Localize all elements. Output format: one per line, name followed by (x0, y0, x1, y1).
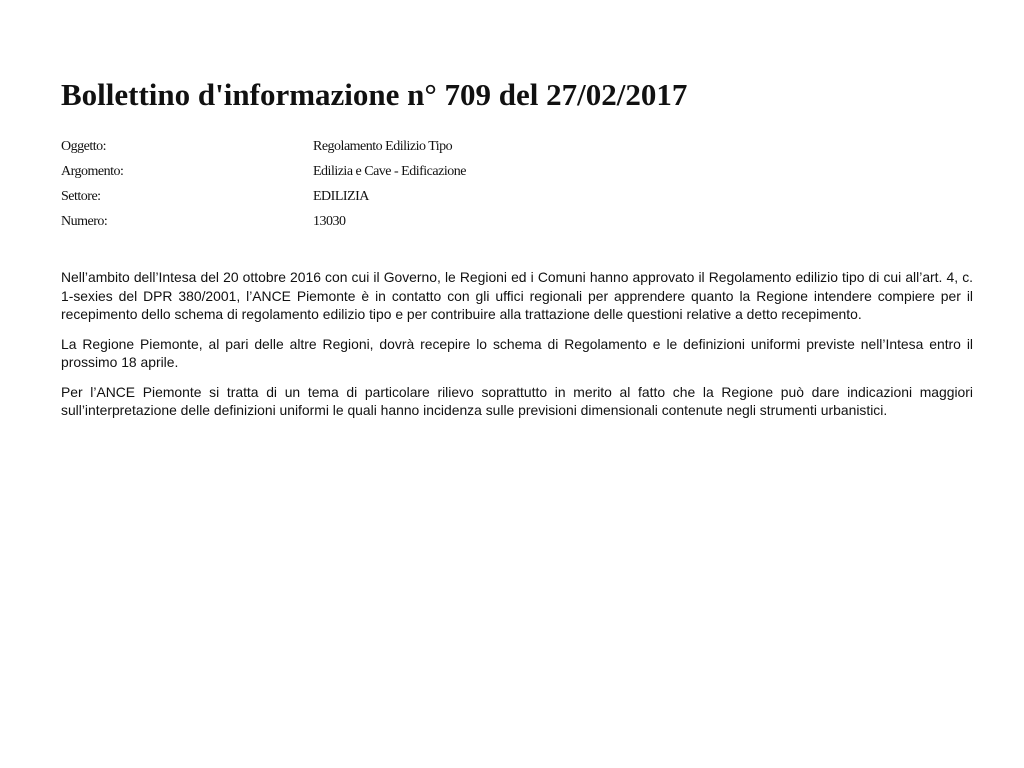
body-paragraph: La Regione Piemonte, al pari delle altre Regioni, dovrà recepire lo schema di Regolamento e le definizioni uniformi previste nell’Intesa entro il prossimo 18 aprile. (61, 335, 973, 370)
metadata-table (61, 134, 973, 234)
page-title: Bollettino d'informazione n° 709 del 27/02/2017 (61, 77, 688, 112)
meta-value: EDILIZIA (313, 189, 369, 204)
meta-label: Settore: (61, 189, 101, 204)
meta-value: Regolamento Edilizio Tipo (313, 139, 453, 154)
meta-row-numero (61, 209, 973, 234)
document-page (61, 76, 973, 431)
meta-row-settore (61, 184, 973, 209)
meta-row-oggetto (61, 134, 973, 159)
body-paragraph: Per l’ANCE Piemonte si tratta di un tema di particolare rilievo soprattutto in merito al fatto che la Regione può dare indicazioni maggiori sull’interpretazione delle definizioni uniformi le quali hanno incidenza sulle previsioni dimensionali contenute negli strumenti urbanistici. (61, 383, 973, 418)
meta-value: 13030 (313, 214, 346, 229)
meta-row-argomento (61, 159, 973, 184)
meta-label: Oggetto: (61, 139, 106, 154)
meta-label: Argomento: (61, 164, 124, 179)
meta-value: Edilizia e Cave - Edificazione (313, 164, 466, 179)
article-body (61, 268, 973, 420)
meta-label: Numero: (61, 214, 108, 229)
body-paragraph: Nell’ambito dell’Intesa del 20 ottobre 2016 con cui il Governo, le Regioni ed i Comuni hanno approvato il Regolamento edilizio tipo di cui all’art. 4, c. 1-sexies del DPR 380/2001, l’ANCE Piemonte è in contatto con gli uffici regionali per apprendere quanto la Regione intendere compiere per il recepimento dello schema di regolamento edilizio tipo e per contribuire alla trattazione delle questioni relative a detto recepimento. (61, 269, 973, 322)
